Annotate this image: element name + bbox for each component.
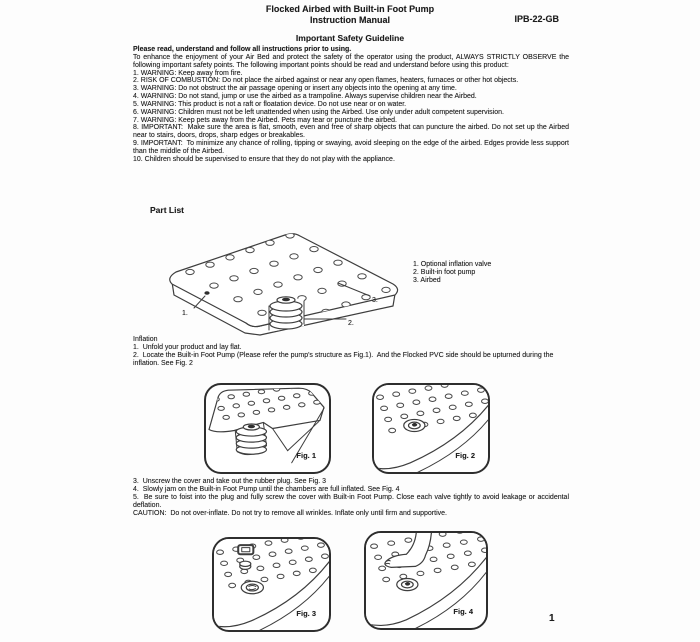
safety-section xyxy=(133,46,569,164)
safety-item-2: 2. RISK OF COMBUSTION: Do not place the airbed against or near any open flames, heaters, furnaces or other hot objects. xyxy=(133,77,519,85)
figure-2-box xyxy=(372,383,490,474)
figure-4-caption: Fig. 4 xyxy=(453,607,473,616)
part-list-legend xyxy=(413,261,491,286)
safety-item-8: 8. IMPORTANT: Make sure the area is flat, smooth, even and free of sharp objects that can puncture the airbed. Do not set up the Airbed near to stairs, doors, drops, sharp edges or breakables. xyxy=(133,124,571,140)
inflation-step-4: 4. Slowly jam on the Built-in Foot Pump until the chambers are full inflated. See Fig. 4 xyxy=(133,485,400,493)
diagram-label-2: 2. xyxy=(348,320,354,327)
airbed-line-drawing xyxy=(150,220,410,338)
inflation-heading: Inflation xyxy=(133,336,158,343)
diagram-label-3: 3. xyxy=(372,297,378,304)
figure-2-caption: Fig. 2 xyxy=(455,451,475,460)
legend-item-airbed: 3. Airbed xyxy=(413,277,441,285)
safety-item-6: 6. WARNING: Children must not be left unattended when using the Airbed. Use only under adult competent supervision. xyxy=(133,108,504,116)
inflation-step-3: 3. Unscrew the cover and take out the rubber plug. See Fig. 3 xyxy=(133,478,326,485)
page-title-line2: Instruction Manual xyxy=(309,14,390,25)
airbed-diagram xyxy=(150,220,410,338)
fig4-valve xyxy=(397,578,418,590)
legend-item-pump: 2. Built-in foot pump xyxy=(413,269,476,277)
safety-item-10: 10. Children should be supervised to ensure that they do not play with the appliance. xyxy=(133,155,395,163)
inflation-valve-dot xyxy=(204,291,209,295)
model-code: IPB-22-GB xyxy=(514,14,559,24)
safety-guideline-heading: Important Safety Guideline xyxy=(295,33,405,43)
diagram-label-1: 1. xyxy=(182,310,188,317)
inflation-step-5: 5. Be sure to foist into the plug and fully screw the cover with Built-in Foot Pump. Close each valve tightly to avoid leakage or accidental deflation. xyxy=(133,493,571,509)
safety-intro-paragraph: To enhance the enjoyment of your Air Bed and protect the safety of the operator using the product, ALWAYS STRICTLY OBSERVE the following important safety points. The following important points should be read and understand before using this product: xyxy=(133,53,571,69)
safety-item-3: 3. WARNING: Do not obstruct the air passage opening or insert any objects into the opening at any time. xyxy=(133,85,457,93)
inflation-step-2: 2. Locate the Built-in Foot Pump (Please refer the pump's structure as Fig.1). And the Flocked PVC side should be upturned during the inflation. See Fig. 2 xyxy=(133,351,556,367)
part-list-heading: Part List xyxy=(150,205,185,215)
legend-item-valve: 1. Optional inflation valve xyxy=(413,261,492,268)
inflation-step-1: 1. Unfold your product and lay flat. xyxy=(133,343,242,351)
fig3-plug xyxy=(240,561,251,569)
safety-item-7: 7. WARNING: Keep pets away from the Airbed. Pets may tear or puncture the airbed. xyxy=(133,116,397,124)
inflation-section xyxy=(133,336,569,368)
inflation-caution: CAUTION: Do not over-inflate. Do not try to remove all wrinkles. Inflate only until firm and supportive. xyxy=(133,509,447,517)
figure-3-box xyxy=(212,537,331,632)
figure-3-caption: Fig. 3 xyxy=(296,609,316,618)
safety-item-1: 1. WARNING: Keep away from fire. xyxy=(133,69,243,77)
figure-1-caption: Fig. 1 xyxy=(296,451,316,460)
fig1-bellows xyxy=(236,424,266,454)
safety-item-5: 5. WARNING: This product is not a raft or floatation device. Do not use near or on water. xyxy=(133,100,407,108)
page-number: 1 xyxy=(549,613,555,624)
page-title-line1: Flocked Airbed with Built-in Foot Pump xyxy=(265,4,435,14)
inflation-steps-3-5 xyxy=(133,478,569,518)
figure-1-box xyxy=(204,383,331,474)
fig3-cover xyxy=(238,545,253,554)
safety-item-4: 4. WARNING: Do not stand, jump or use the airbed as a trampoline. Always supervise children near the Airbed. xyxy=(133,93,477,101)
fig3-valve-open xyxy=(241,581,263,594)
figure-4-box xyxy=(364,531,488,630)
safety-item-9: 9. IMPORTANT: To minimize any chance of rolling, tipping or swaying, avoid sleeping on the edge of the airbed. Edges provide less support than the middle of the Airbed. xyxy=(133,140,571,155)
safety-intro-bold: Please read, understand and follow all instructions prior to using. xyxy=(133,46,352,53)
fig2-valve xyxy=(404,419,425,431)
